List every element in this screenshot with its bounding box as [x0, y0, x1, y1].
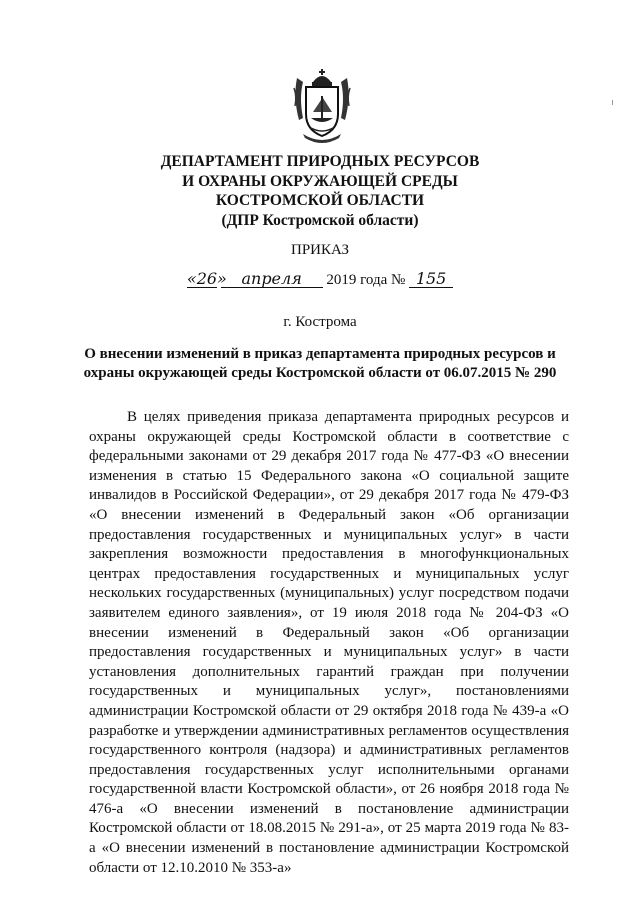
header-line-2: И ОХРАНЫ ОКРУЖАЮЩЕЙ СРЕДЫ — [182, 172, 458, 190]
header-line-1: ДЕПАРТАМЕНТ ПРИРОДНЫХ РЕСУРСОВ — [160, 153, 480, 170]
date-month: апреля — [221, 270, 323, 288]
department-header — [0, 152, 640, 230]
scan-mark — [612, 100, 613, 105]
date-line — [0, 270, 640, 289]
document-type: ПРИКАЗ — [291, 242, 349, 258]
document-title — [0, 345, 640, 383]
header-line-4: (ДПР Костромской области) — [221, 211, 419, 229]
coat-of-arms-emblem — [291, 68, 353, 144]
order-number: 155 — [409, 270, 453, 288]
city: г. Кострома — [283, 314, 357, 330]
title-line-2: охраны окружающей среды Костромской области от 06.07.2015 № 290 — [83, 365, 557, 381]
date-day: «26» — [186, 269, 227, 288]
title-line-1: О внесении изменений в приказ департамента природных ресурсов и — [84, 346, 556, 362]
date-year-text: 2019 года № — [326, 272, 406, 288]
header-line-3: КОСТРОМСКОЙ ОБЛАСТИ — [215, 192, 425, 209]
body-paragraph: В целях приведения приказа департамента природных ресурсов и охраны окружающей среды Костромской области в соответствие с федеральными законами от 29 декабря 2017 года № 477-ФЗ «О внесении изменения в статью 15 Федерального закона «О социальной защите инвалидов в Российской Федерации», от 29 декабря 2017 года № 479-ФЗ «О внесении изменений в Федеральный закон «Об организации предоставления государственных и муниципальных услуг» в части закрепления возможности предоставления в многофункциональных центрах предоставления государственных и муниципальных услуг нескольких государственных (муниципальных) услуг посредством подачи заявителем единого заявления», от 19 июля 2018 года № 204-ФЗ «О внесении изменений в Федеральный закон «Об организации предоставления государственных и муниципальных услуг» в части установления дополнительных гарантий граждан при получении государственных и муниципальных услуг», постановлениями администрации Костромской области от 29 октября 2018 года № 439-а «О разработке и утверждении административных регламентов осуществления государственного контроля (надзора) и административных регламентов предоставления государственных услуг исполнительными органами государственной власти Костромской области», от 26 ноября 2018 года № 476-а «О внесении изменений в постановление администрации Костромской области от 18.08.2015 № 291-а», от 25 марта 2019 года № 83-а «О внесении изменений в постановление администрации Костромской области от 12.10.2010 № 353-а» — [89, 409, 569, 876]
